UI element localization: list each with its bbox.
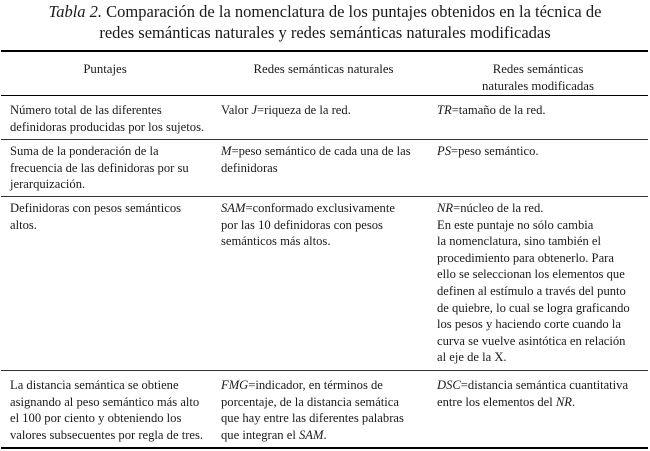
row4-rsn-line3: que hay entre las diferentes palabras [221, 411, 404, 426]
row4-rsn-line4 [221, 427, 404, 444]
header-rule [1, 95, 648, 96]
row4-puntaje-line: asignando al peso semántico más alto [10, 394, 200, 409]
row1-rsn [221, 102, 351, 119]
row-rule [1, 139, 648, 140]
row3-rsn-line1 [221, 200, 395, 217]
row3-rsnm-line: los pesos y haciendo corte cuando la [437, 317, 621, 332]
row4-rsnm-line2-pre: entre los elementos del [437, 394, 556, 409]
row4-rsnm-line2-post: . [572, 394, 576, 409]
row4-rsnm-line2-abbr: NR [555, 394, 572, 409]
row4-rsnm [437, 377, 628, 410]
row3-puntaje-line: altos. [10, 217, 37, 232]
row3-rsnm-line1 [437, 200, 630, 217]
row2-rsnm-def: =peso semántico. [451, 144, 539, 158]
row3-rsnm-line: En este puntaje no sólo cambia [437, 217, 594, 232]
row3-rsnm-abbr: NR [437, 201, 454, 215]
row4-puntaje [10, 377, 203, 443]
row1-rsnm [437, 102, 546, 119]
bottom-rule [1, 447, 648, 449]
row4-rsnm-def: =distancia semántica cuantitativa [460, 378, 629, 392]
row3-rsn-line3: semánticos más altos. [221, 234, 331, 249]
row1-rsnm-def: =tamaño de la red. [451, 103, 546, 117]
row4-rsnm-line1 [437, 377, 628, 394]
row4-rsn-line4-pre: que integran el [221, 427, 299, 442]
top-rule [1, 50, 648, 52]
row2-rsnm-abbr: PS [437, 144, 451, 158]
row3-rsn [221, 200, 395, 250]
row2-rsnm [437, 143, 539, 160]
row3-puntaje [10, 200, 181, 233]
header-rsnm-line2: naturales modificadas [482, 78, 594, 93]
row4-rsnm-abbr: DSC [437, 378, 461, 392]
table-caption [0, 1, 650, 43]
header-rsnm [437, 61, 639, 94]
row1-rsn-def: =riqueza de la red. [257, 103, 351, 117]
row4-rsnm-line2 [437, 394, 628, 411]
row2-rsn-line2: definidoras [221, 160, 278, 175]
row-rule [1, 370, 648, 371]
row2-puntaje-line: jerarquización. [10, 177, 86, 192]
row4-rsn-line1 [221, 377, 404, 394]
row1-puntaje-line: Número total de las diferentes [10, 103, 162, 117]
row3-rsnm [437, 200, 630, 366]
row1-puntaje-line: definidoras producidas por los sujetos. [10, 119, 205, 134]
row3-rsn-def: =conformado exclusivamente [245, 201, 395, 215]
row1-puntaje [10, 102, 204, 135]
row3-rsn-abbr: SAM [221, 201, 246, 215]
row3-rsnm-line: ello se seleccionan los elementos que [437, 267, 625, 282]
row3-rsnm-line: procedimiento para obtenerlo. Para [437, 250, 614, 265]
row3-rsnm-def: =núcleo de la red. [453, 201, 544, 215]
row4-rsn-line4-post: . [323, 427, 327, 442]
row4-puntaje-line: valores subsecuentes por regla de tres. [10, 427, 204, 442]
header-rsnm-line1: Redes semánticas [492, 62, 584, 76]
row1-rsnm-abbr: TR [437, 103, 452, 117]
row3-rsn-line2: por las 10 definidoras con pesos [221, 217, 383, 232]
row4-rsn-def: =indicador, en términos de [248, 378, 383, 392]
row4-puntaje-line: el 100 por ciento y obteniendo los [10, 411, 182, 426]
row4-rsn-line4-abbr: SAM [298, 427, 324, 442]
row2-rsn-def: =peso semántico de cada una de las [231, 144, 411, 158]
row4-rsn [221, 377, 404, 443]
caption-line-1 [0, 1, 650, 22]
row4-rsn-abbr: FMG [221, 378, 249, 392]
row4-rsn-line2: porcentaje, de la distancia semática [221, 394, 399, 409]
row3-rsnm-line: de quiebre, lo cual se logra graficando [437, 300, 630, 315]
caption-label: Tabla 2. [48, 2, 103, 21]
row2-rsn-abbr: M [221, 144, 232, 158]
caption-title-2: redes semánticas naturales y redes semánticas naturales modificadas [99, 23, 551, 42]
header-puntajes: Puntajes [83, 62, 127, 76]
row2-puntaje-line: Suma de la ponderación de la [10, 144, 159, 158]
row2-puntaje [10, 143, 189, 193]
row3-puntaje-line: Definidoras con pesos semánticos [10, 201, 182, 215]
row-rule [1, 196, 648, 197]
row3-rsnm-line: curva se vuelve asintótica en relación [437, 333, 626, 348]
row1-rsn-pre: Valor [221, 103, 252, 117]
row4-puntaje-line: La distancia semántica se obtiene [10, 378, 179, 392]
caption-title-1: Comparación de la nomenclatura de los puntajes obtenidos en la técnica de [106, 2, 602, 21]
row3-rsnm-line: al eje de la X. [437, 350, 507, 365]
header-rsn: Redes semánticas naturales [253, 62, 394, 76]
row2-puntaje-line: frecuencia de las definidoras por su [10, 160, 189, 175]
row1-rsn-abbr: J [251, 103, 258, 117]
row3-rsnm-line: definen al estímulo a través del punto [437, 283, 626, 298]
row2-rsn-line1 [221, 143, 411, 160]
row2-rsn [221, 143, 411, 176]
row3-rsnm-line: la nomenclatura, sino también el [437, 234, 602, 249]
